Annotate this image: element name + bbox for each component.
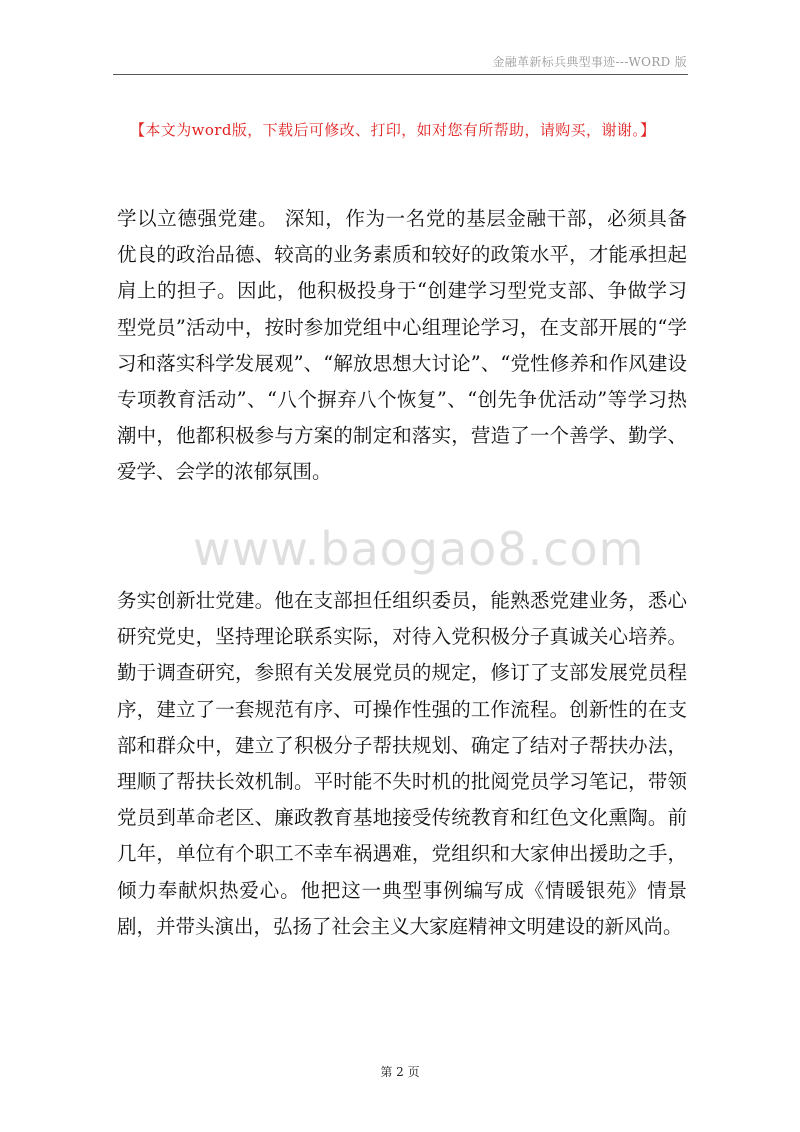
header-divider: [113, 74, 688, 75]
purchase-notice: 【本文为word版，下载后可修改、打印，如对您有所帮助，请购买，谢谢。】: [130, 121, 656, 139]
document-header-title: 金融革新标兵典型事迹---WORD 版: [492, 55, 687, 69]
body-paragraph-1: 学以立德强党建。 深知，作为一名党的基层金融干部，必须具备优良的政治品德、较高的业务素质和较好的政策水平，才能承担起肩上的担子。因此，他积极投身于“创建学习型党支部、争做学习型党员”活动中，按时参加党组中心组理论学习，在支部开展的“学习和落实科学发展观”、“解放思想大讨论”、“党性修养和作风建设专项教育活动”、“八个摒弃八个恢复”、“创先争优活动”等学习热潮中，他都积极参与方案的制定和落实，营造了一个善学、勤学、爱学、会学的浓郁氛围。: [117, 207, 687, 484]
website-watermark: www.baogao8.com: [193, 522, 645, 576]
page-number: 第 2 页: [380, 1065, 420, 1079]
body-paragraph-2: 务实创新壮党建。他在支部担任组织委员，能熟悉党建业务，悉心研究党史，坚持理论联系实际，对待入党积极分子真诚关心培养。勤于调查研究，参照有关发展党员的规定，修订了支部发展党员程序，建立了一套规范有序、可操作性强的工作流程。创新性的在支部和群众中，建立了积极分子帮扶规划、确定了结对子帮扶办法，理顺了帮扶长效机制。平时能不失时机的批阅党员学习笔记，带领党员到革命老区、廉政教育基地接受传统教育和红色文化熏陶。前几年，单位有个职工不幸车祸遇难，党组织和大家伸出援助之手，倾力奉献炽热爱心。他把这一典型事例编写成《情暖银苑》情景剧，并带头演出，弘扬了社会主义大家庭精神文明建设的新风尚。: [117, 589, 687, 938]
